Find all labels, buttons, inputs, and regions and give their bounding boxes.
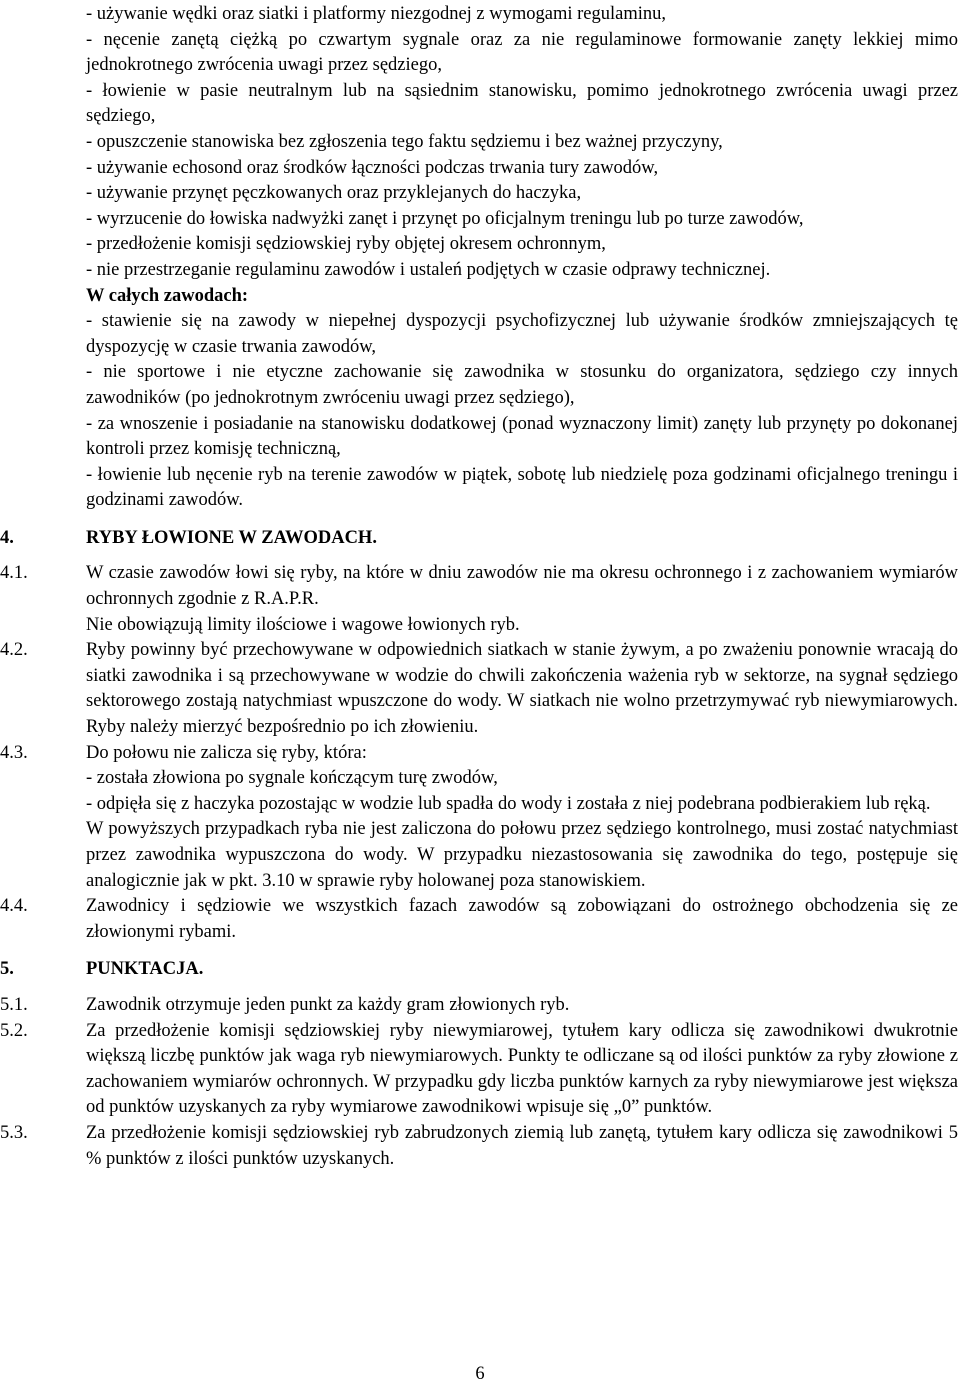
section-5-heading xyxy=(0,957,958,983)
item-paragraph: - została złowiona po sygnale kończącym turę zwodów, xyxy=(86,768,498,789)
item-number: 4.2. xyxy=(0,640,28,661)
item-number: 5.3. xyxy=(0,1122,28,1143)
item-paragraph: Nie obowiązują limity ilościowe i wagowe łowionych ryb. xyxy=(86,614,520,635)
whole-competition-heading: W całych zawodach: xyxy=(86,285,249,306)
list-item: - nie przestrzeganie regulaminu zawodów i ustaleń podjętych w czasie odprawy technicznej. xyxy=(86,259,771,280)
list-item: - nęcenie zanętą ciężką po czwartym sygnale oraz za nie regulaminowe formowanie zanęty lekkiej mimo jednokrotnego zwrócenia uwagi przez sędziego, xyxy=(86,29,958,76)
item-number: 5.1. xyxy=(0,994,28,1015)
section-5-2 xyxy=(0,1019,958,1121)
section-number: 4. xyxy=(0,527,14,548)
section-title: RYBY ŁOWIONE W ZAWODACH. xyxy=(86,527,377,548)
section-4-4 xyxy=(0,894,958,945)
list-item: - nie sportowe i nie etyczne zachowanie się zawodnika w stosunku do organizatora, sędziego czy innych zawodników (po jednokrotnym zwróceniu uwagi przez sędziego), xyxy=(86,362,958,408)
item-number: 5.2. xyxy=(0,1020,28,1041)
item-paragraph: W powyższych przypadkach ryba nie jest zaliczona do połowu przez sędziego kontrolnego, musi zostać natychmiast przez zawodnika wypuszczona do wody. W przypadku niezastosowania się zawodnika do tego, postępuje się analogicznie jak w pkt. 3.10 w sprawie ryby holowanej poza stanowiskiem. xyxy=(86,819,958,891)
list-item: - używanie przynęt pęczkowanych oraz przyklejanych do haczyka, xyxy=(86,183,582,204)
item-number: 4.3. xyxy=(0,742,28,763)
item-paragraph: Zawodnicy i sędziowie we wszystkich fazach zawodów są zobowiązani do ostrożnego obchodzenia się ze złowionymi rybami. xyxy=(86,896,958,942)
penalty-list xyxy=(86,2,958,284)
item-paragraph: Zawodnik otrzymuje jeden punkt za każdy gram złowionych ryb. xyxy=(86,994,570,1015)
item-paragraph: W czasie zawodów łowi się ryby, na które w dniu zawodów nie ma okresu ochronnego i z zachowaniem wymiarów ochronnych zgodnie z R.A.P.R. xyxy=(86,563,958,610)
list-item: - za wnoszenie i posiadanie na stanowisku dodatkowej (ponad wyznaczony limit) zanęty lub przynęty po dokonanej kontroli przez komisję techniczną, xyxy=(86,413,958,460)
list-item: - łowienie w pasie neutralnym lub na sąsiednim stanowisku, pomimo jednokrotnego zwrócenia uwagi przez sędziego, xyxy=(86,80,958,127)
item-number: 4.1. xyxy=(0,563,28,584)
section-5-1 xyxy=(0,993,958,1019)
section-number: 5. xyxy=(0,959,14,980)
section-4-3 xyxy=(0,741,958,895)
item-paragraph: - odpięła się z haczyka pozostając w wodzie lub spadła do wody i została z niej podebrana podbierakiem lub ręką. xyxy=(86,793,931,814)
list-item: - stawienie się na zawody w niepełnej dyspozycji psychofizycznej lub używanie środków zmniejszających tę dyspozycję w czasie trwania zawodów, xyxy=(86,311,958,357)
list-item: - używanie echosond oraz środków łączności podczas trwania tury zawodów, xyxy=(86,157,659,178)
section-4-2 xyxy=(0,638,958,740)
item-paragraph: Za przedłożenie komisji sędziowskiej ryby niewymiarowej, tytułem kary odlicza się zawodnikowi dwukrotnie większą liczbę punktów jak waga ryb niewymiarowych. Punkty te odliczane są od ilości punktów za ryby złowione z zachowaniem wymiarów ochronnych. W przypadku gdy liczba punktów karnych za ryby niewymiarowe jest większa od punktów uzyskanych za ryby wymiarowe zawodnikowi wpisuje się „0” punktów. xyxy=(86,1020,958,1118)
page-content xyxy=(0,2,958,1172)
whole-competition-list xyxy=(86,309,958,514)
item-paragraph: Do połowu nie zalicza się ryby, która: xyxy=(86,742,367,763)
section-title: PUNKTACJA. xyxy=(86,959,204,980)
list-item: - przedłożenie komisji sędziowskiej ryby objętej okresem ochronnym, xyxy=(86,234,606,255)
item-number: 4.4. xyxy=(0,896,28,917)
list-item: - opuszczenie stanowiska bez zgłoszenia tego faktu sędziemu i bez ważnej przyczyny, xyxy=(86,131,723,152)
page-number: 6 xyxy=(475,1364,485,1384)
item-paragraph: Za przedłożenie komisji sędziowskiej ryb zabrudzonych ziemią lub zanętą, tytułem kary odlicza się zawodnikowi 5 % punktów z ilości punktów uzyskanych. xyxy=(86,1122,958,1169)
list-item: - używanie wędki oraz siatki i platformy niezgodnej z wymogami regulaminu, xyxy=(86,4,667,24)
section-4-1 xyxy=(0,561,958,638)
list-item: - łowienie lub nęcenie ryb na terenie zawodów w piątek, sobotę lub niedzielę poza godzinami oficjalnego treningu i godzinami zawodów. xyxy=(86,464,958,511)
section-5-3 xyxy=(0,1121,958,1172)
section-4-heading xyxy=(0,526,958,552)
item-paragraph: Ryby powinny być przechowywane w odpowiednich siatkach w stanie żywym, a po zważeniu ponownie wracają do siatki zawodnika i są przechowywane w wodzie do chwili zakończenia ważenia ryb w sektorze, na sygnał sędziego sektorowego zostają natychmiast wpuszczone do wody. W siatkach nie wolno przetrzymywać ryb niewymiarowych. Ryby należy mierzyć bezpośrednio po ich złowieniu. xyxy=(86,640,958,738)
list-item: - wyrzucenie do łowiska nadwyżki zanęt i przynęt po oficjalnym treningu lub po turze zawodów, xyxy=(86,208,804,229)
